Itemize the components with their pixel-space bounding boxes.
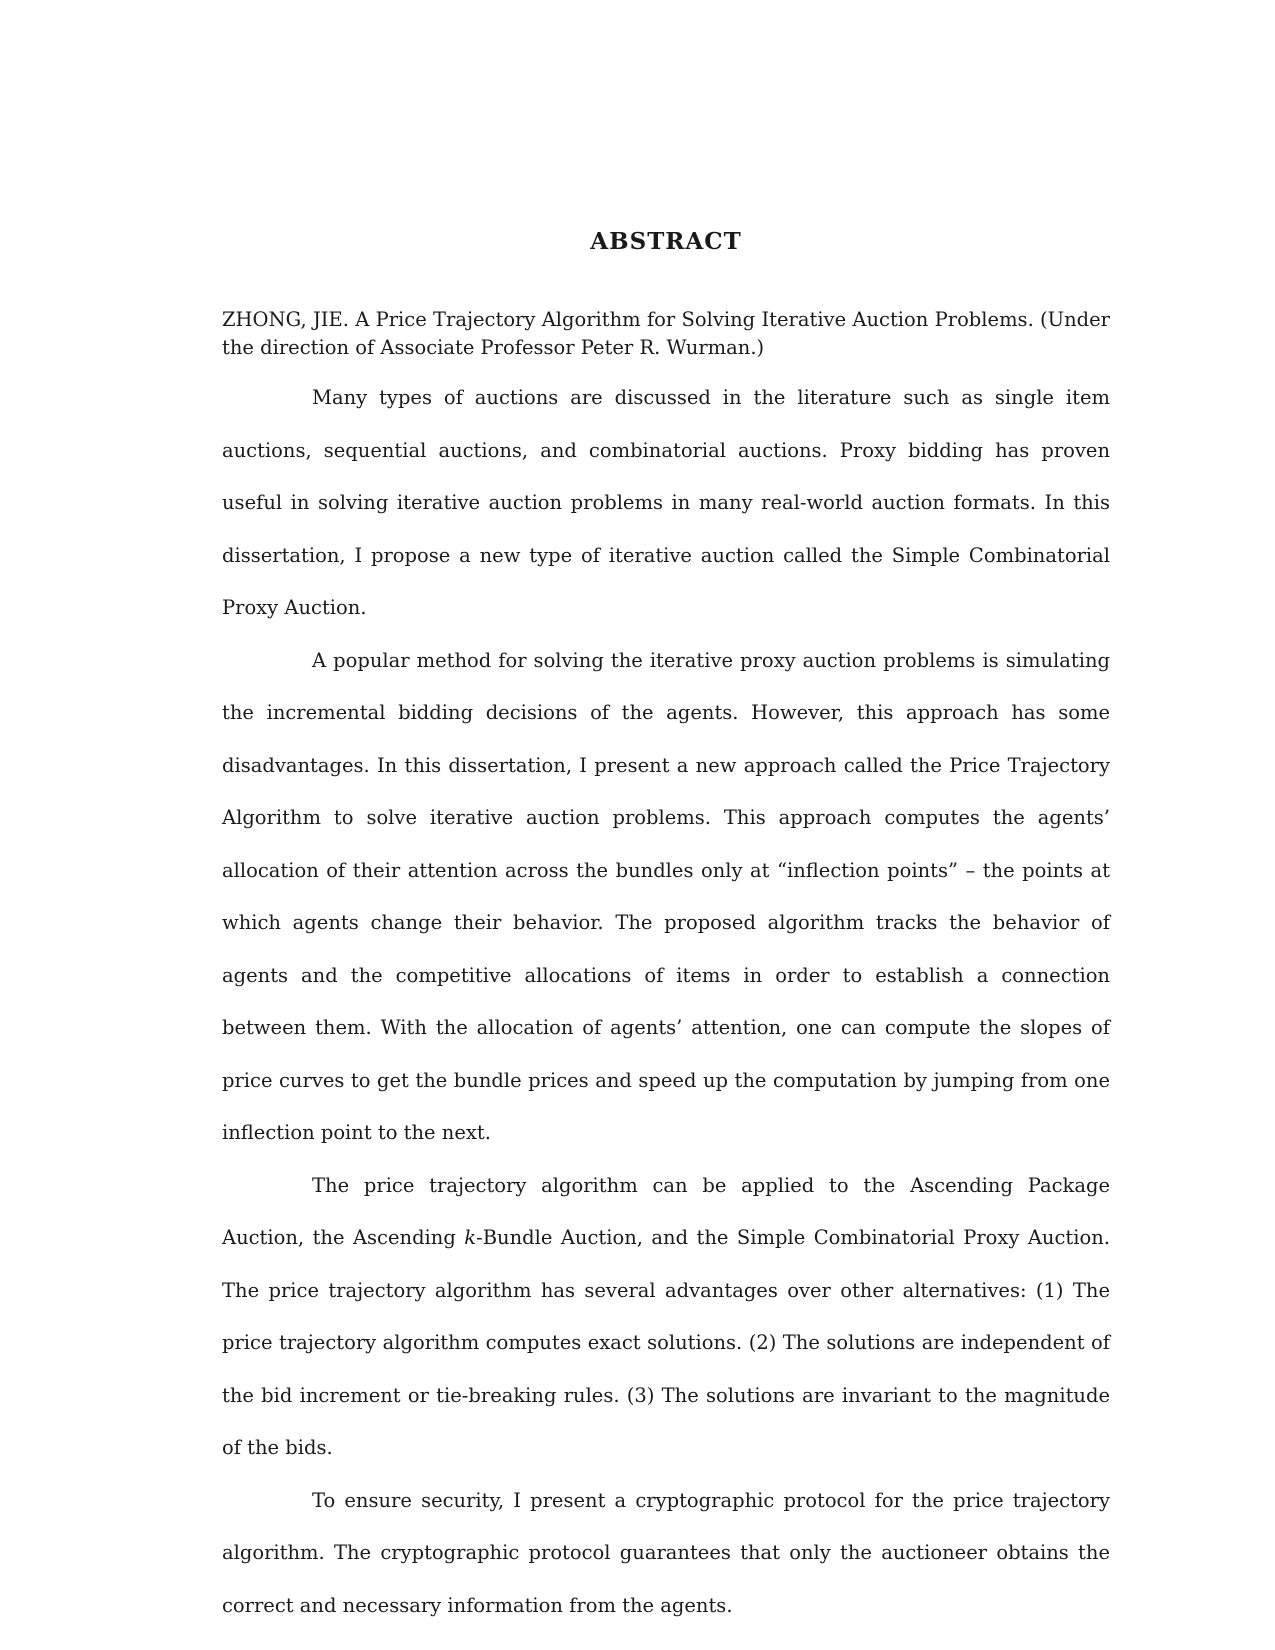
abstract-paragraph-2: A popular method for solving the iterative proxy auction problems is simulating the incremental bidding decisions of the agents. However, this approach has some disadvantages. In this dissertation, I present a new approach called the Price Trajectory Algorithm to solve iterative auction problems. This approach computes the agents’ allocation of their attention across the bundles only at “inflection points” – the points at which agents change their behavior. The proposed algorithm tracks the behavior of agents and the competitive allocations of items in order to establish a connection between them. With the allocation of agents’ attention, one can compute the slopes of price curves to get the bundle prices and speed up the computation by jumping from one inflection point to the next.	[222, 648, 1110, 1144]
abstract-page	[222, 222, 1110, 1632]
page-title: ABSTRACT	[590, 228, 742, 255]
abstract-paragraph-3: The price trajectory algorithm can be applied to the Ascending Package Auction, the Ascending k-Bundle Auction, and the Simple Combinatorial Proxy Auction. The price trajectory algorithm has several advantages over other alternatives: (1) The price trajectory algorithm computes exact solutions. (2) The solutions are independent of the bid increment or tie-breaking rules. (3) The solutions are invariant to the magnitude of the bids.	[222, 1173, 1110, 1459]
abstract-paragraph-4: To ensure security, I present a cryptographic protocol for the price trajectory algorithm. The cryptographic protocol guarantees that only the auctioneer obtains the correct and necessary information from the agents.	[222, 1488, 1110, 1617]
math-variable-k: k	[464, 1226, 477, 1249]
citation: ZHONG, JIE. A Price Trajectory Algorithm for Solving Iterative Auction Problems. (Under the direction of Associate Professor Peter R. Wurman.)	[222, 308, 1110, 359]
abstract-paragraph-1: Many types of auctions are discussed in the literature such as single item auctions, sequential auctions, and combinatorial auctions. Proxy bidding has proven useful in solving iterative auction problems in many real-world auction formats. In this dissertation, I propose a new type of iterative auction called the Simple Combinatorial Proxy Auction.	[222, 386, 1110, 619]
